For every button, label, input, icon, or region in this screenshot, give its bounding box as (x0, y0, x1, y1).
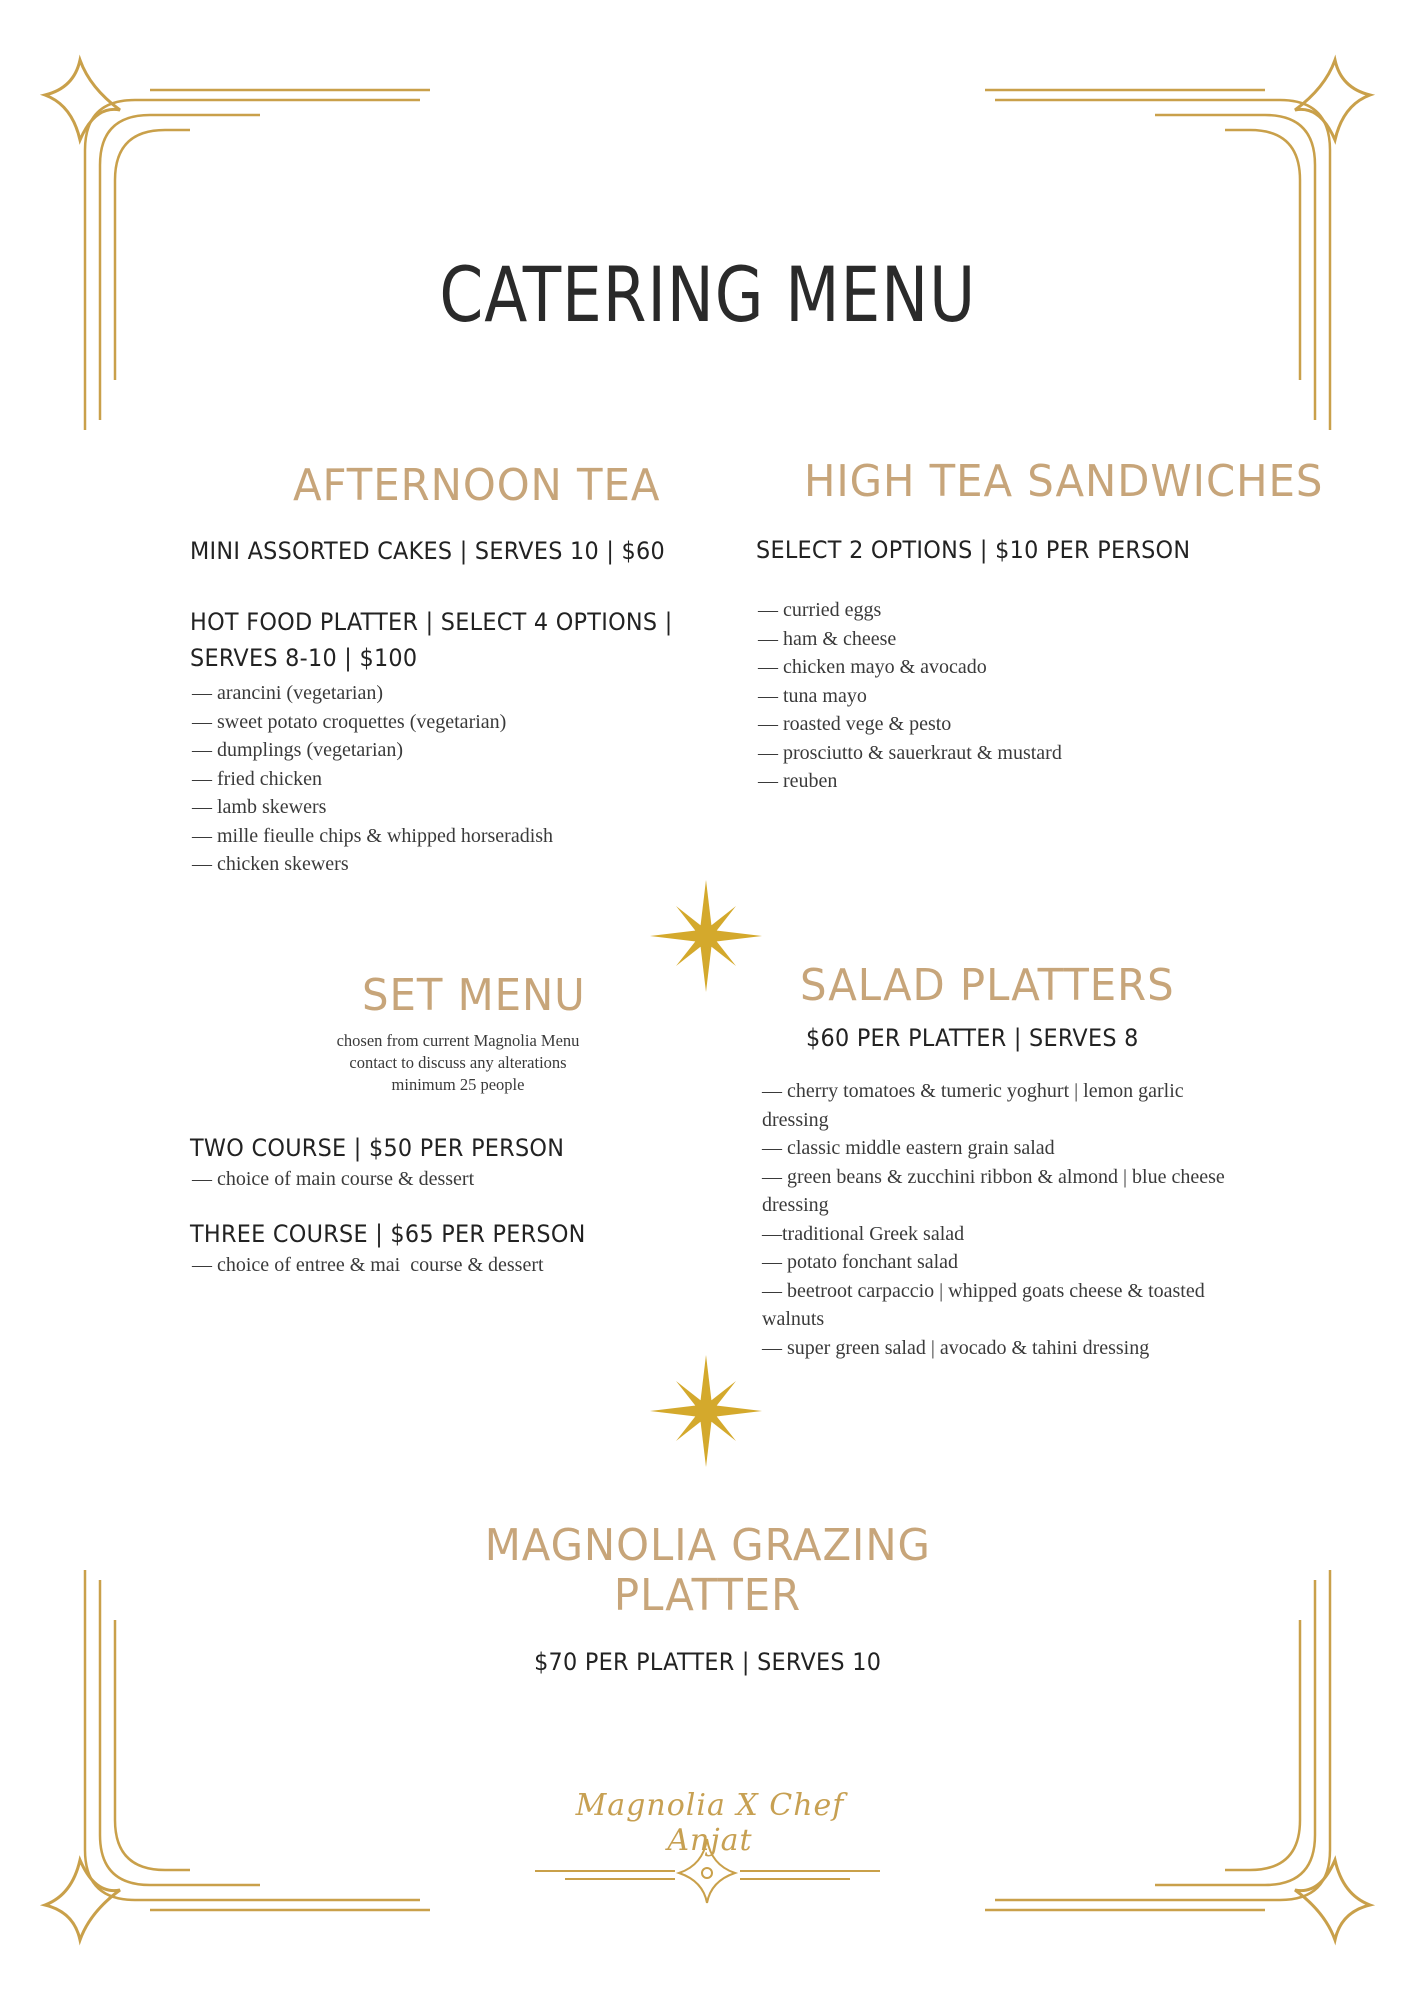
high-tea-select-line: SELECT 2 OPTIONS | $10 PER PERSON (756, 536, 1191, 564)
note-line: minimum 25 people (391, 1075, 525, 1094)
star-ornament-icon (650, 1355, 762, 1467)
salad-list (762, 1077, 1242, 1362)
list-item: — tuna mayo (758, 684, 867, 707)
two-course-line: TWO COURSE | $50 PER PERSON (190, 1134, 565, 1162)
hot-food-serves: SERVES 8-10 | $100 (190, 644, 418, 672)
list-item: — prosciutto & sauerkraut & mustard (758, 741, 1062, 764)
two-course-desc: — choice of main course & dessert (192, 1168, 475, 1190)
list-item: — chicken mayo & avocado (758, 656, 987, 678)
list-item: — beetroot carpaccio | whipped goats cheese & toasted walnuts (762, 1279, 1205, 1330)
list-item: — chicken skewers (192, 853, 349, 875)
corner-ornament-top-left (0, 0, 460, 440)
high-tea-list (758, 596, 1218, 796)
grazing-heading-line2: PLATTER (613, 1570, 802, 1621)
corner-ornament-bottom-right (955, 1560, 1415, 2000)
list-item: — reuben (758, 770, 838, 792)
list-item: — green beans & zucchini ribbon & almond | blue cheese dressing (762, 1165, 1225, 1216)
hot-food-list (192, 679, 652, 879)
grazing-price-line: $70 PER PLATTER | SERVES 10 (533, 1648, 882, 1676)
list-item: — arancini (vegetarian) (192, 682, 384, 704)
note-line: chosen from current Magnolia Menu (336, 1031, 580, 1050)
hot-food-line: HOT FOOD PLATTER | SELECT 4 OPTIONS | (190, 608, 673, 636)
three-course-line: THREE COURSE | $65 PER PERSON (190, 1220, 586, 1248)
list-item: — dumplings (vegetarian) (192, 739, 404, 761)
grazing-heading-line1: MAGNOLIA GRAZING (484, 1520, 931, 1571)
list-item: — fried chicken (192, 767, 322, 790)
list-item: — ham & cheese (758, 627, 897, 650)
list-item: — sweet potato croquettes (vegetarian) (192, 710, 507, 733)
corner-ornament-bottom-left (0, 1560, 460, 2000)
salad-price-line: $60 PER PLATTER | SERVES 8 (806, 1024, 1139, 1052)
afternoon-tea-heading: AFTERNOON TEA (293, 460, 661, 511)
note-line: contact to discuss any alterations (349, 1053, 567, 1072)
signature-logo: Magnolia X Chef Anjat (575, 1788, 845, 1858)
corner-ornament-top-right (955, 0, 1415, 440)
page-title: CATERING MENU (439, 250, 976, 339)
list-item: — classic middle eastern grain salad (762, 1137, 1055, 1159)
list-item: — curried eggs (758, 599, 882, 621)
list-item: —traditional Greek salad (762, 1222, 965, 1245)
list-item: — super green salad | avocado & tahini dressing (762, 1336, 1150, 1359)
list-item: — potato fonchant salad (762, 1251, 959, 1273)
list-item: — mille fieulle chips & whipped horseradish (192, 824, 554, 847)
list-item: — lamb skewers (192, 796, 327, 818)
set-menu-notes (258, 1030, 658, 1096)
list-item: — cherry tomatoes & tumeric yoghurt | lemon garlic dressing (762, 1080, 1184, 1131)
salad-platters-heading: SALAD PLATTERS (800, 960, 1175, 1011)
three-course-desc: — choice of entree & mai course & dessert (192, 1254, 544, 1276)
mini-cakes-line: MINI ASSORTED CAKES | SERVES 10 | $60 (190, 537, 665, 565)
set-menu-heading: SET MENU (362, 970, 586, 1021)
star-ornament-icon (650, 880, 762, 992)
logo-ornament-icon (535, 1835, 880, 1905)
list-item: — roasted vege & pesto (758, 713, 952, 735)
high-tea-heading: HIGH TEA SANDWICHES (804, 456, 1324, 507)
